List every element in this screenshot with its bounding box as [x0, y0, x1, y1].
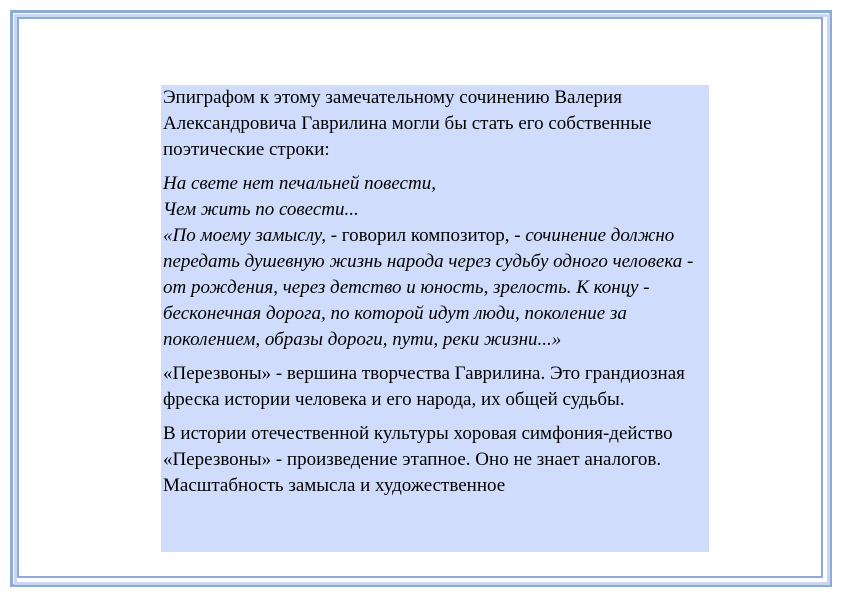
text-box [161, 85, 709, 552]
composer-quote [163, 223, 709, 353]
paragraph-perezvony: «Перезвоны» - вершина творчества Гаврилина. Это грандиозная фреска истории человека и его народа, их общей судьбы. [163, 363, 685, 410]
quote-rest: сочинение должно передать душевную жизнь народа через судьбу одного человека - от рождения, через детство и юность, зрелость. К концу - бесконечная дорога, по которой идут люди, поколение за поколением, образы дороги, пути, реки жизни...» [163, 225, 694, 350]
paragraph-history: В истории отечественной культуры хоровая симфония-действо «Перезвоны» - произведение этапное. Оно не знает аналогов. Масштабность замысла и художественное [163, 423, 673, 496]
quote-start: «По моему замыслу, [163, 225, 326, 246]
poem-quote [163, 171, 709, 223]
paragraph-intro: Эпиграфом к этому замечательному сочинению Валерия Александровича Гаврилина могли бы стать его собственные поэтические строки: [163, 87, 652, 160]
quote-attribution: - говорил композитор, - [325, 225, 526, 246]
poem-line-1: На свете нет печальней повести, [163, 173, 436, 194]
poem-line-2: Чем жить по совести... [163, 199, 359, 220]
